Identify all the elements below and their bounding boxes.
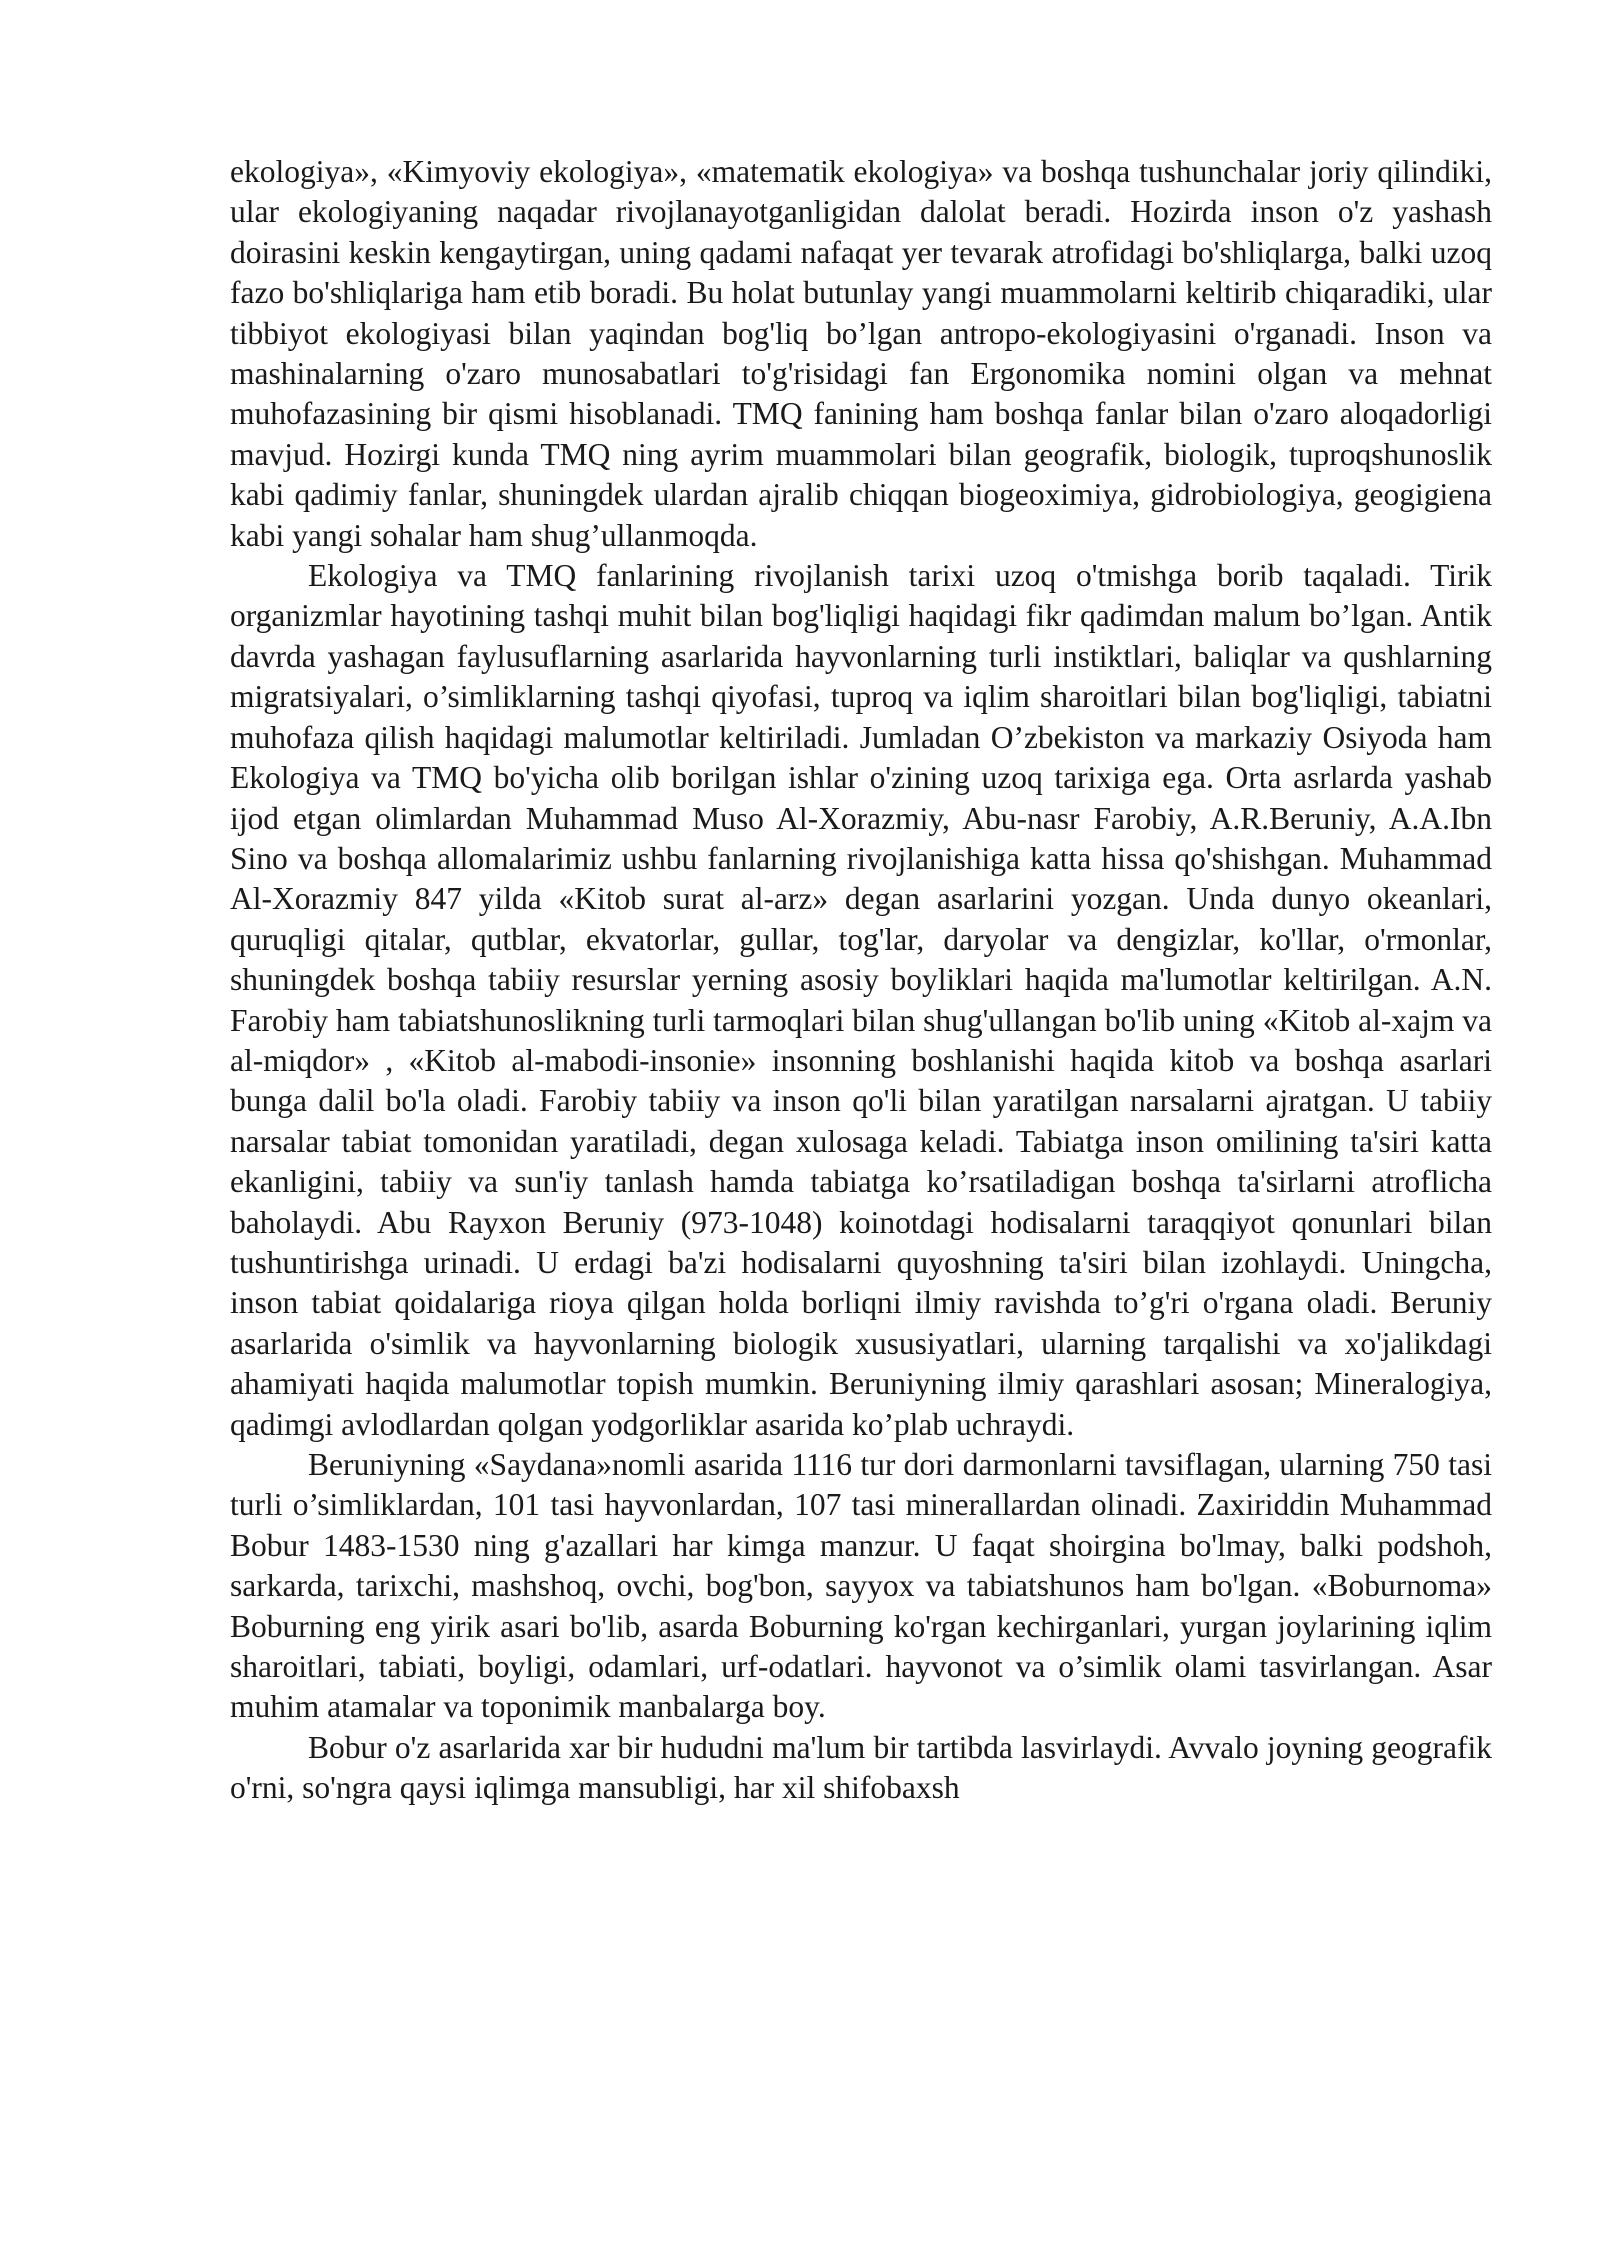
document-body: [230, 152, 1492, 1809]
paragraph-1: ekologiya», «Kimyoviy ekologiya», «matematik ekologiya» va boshqa tushunchalar joriy qilindiki, ular ekologiyaning naqadar rivojlanayotganligidan dalolat beradi. Hozirda inson o'z yashash doirasini keskin kengaytirgan, uning qadami nafaqat yer tevarak atrofidagi bo'shliqlarga, balki uzoq fazo bo'shliqlariga ham etib boradi. Bu holat butunlay yangi muammolarni keltirib chiqaradiki, ular tibbiyot ekologiyasi bilan yaqindan bog'liq bo’lgan antropo-ekologiyasini o'rganadi. Inson va mashinalarning o'zaro munosabatlari to'g'risidagi fan Ergonomika nomini olgan va mehnat muhofazasining bir qismi hisoblanadi. TMQ fanining ham boshqa fanlar bilan o'zaro aloqadorligi mavjud. Hozirgi kunda TMQ ning ayrim muammolari bilan geografik, biologik, tuproqshunoslik kabi qadimiy fanlar, shuningdek ulardan ajralib chiqqan biogeoximiya, gidrobiologiya, geogigiena kabi yangi sohalar ham shug’ullanmoqda.: [230, 154, 1492, 553]
paragraph-2: Ekologiya va TMQ fanlarining rivojlanish tarixi uzoq o'tmishga borib taqaladi. Tirik organizmlar hayotining tashqi muhit bilan bog'liqligi haqidagi fikr qadimdan malum bo’lgan. Antik davrda yashagan faylusuflarning asarlarida hayvonlarning turli instiktlari, baliqlar va qushlarning migratsiyalari, o’simliklarning tashqi qiyofasi, tuproq va iqlim sharoitlari bilan bog'liqligi, tabiatni muhofaza qilish haqidagi malumotlar keltiriladi. Jumladan O’zbekiston va markaziy Osiyoda ham Ekologiya va TMQ bo'yicha olib borilgan ishlar o'zining uzoq tarixiga ega. Orta asrlarda yashab ijod etgan olimlardan Muhammad Muso Al-Xorazmiy, Abu-nasr Farobiy, A.R.Beruniy, A.A.Ibn Sino va boshqa allomalarimiz ushbu fanlarning rivojlanishiga katta hissa qo'shishgan. Muhammad Al-Xorazmiy 847 yilda «Kitob surat al-arz» degan asarlarini yozgan. Unda dunyo okeanlari, quruqligi qitalar, qutblar, ekvatorlar, gullar, tog'lar, daryolar va dengizlar, ko'llar, o'rmonlar, shuningdek boshqa tabiiy resurslar yerning asosiy boyliklari haqida ma'lumotlar keltirilgan. A.N. Farobiy ham tabiatshunoslikning turli tarmoqlari bilan shug'ullangan bo'lib uning «Kitob al-xajm va al-miqdor» , «Kitob al-mabodi-insonie» insonning boshlanishi haqida kitob va boshqa asarlari bunga dalil bo'la oladi. Farobiy tabiiy va inson qo'li bilan yaratilgan narsalarni ajratgan. U tabiiy narsalar tabiat tomonidan yaratiladi, degan xulosaga keladi. Tabiatga inson omilining ta'siri katta ekanligini, tabiiy va sun'iy tanlash hamda tabiatga ko’rsatiladigan boshqa ta'sirlarni atroflicha baholaydi. Abu Rayxon Beruniy (973-1048) koinotdagi hodisalarni taraqqiyot qonunlari bilan tushuntirishga urinadi. U erdagi ba'zi hodisalarni quyoshning ta'siri bilan izohlaydi. Uningcha, inson tabiat qoidalariga rioya qilgan holda borliqni ilmiy ravishda to’g'ri o'rgana oladi. Beruniy asarlarida o'simlik va hayvonlarning biologik xususiyatlari, ularning tarqalishi va xo'jalikdagi ahamiyati haqida malumotlar topish mumkin. Beruniyning ilmiy qarashlari asosan; Mineralogiya, qadimgi avlodlardan qolgan yodgorliklar asarida ko’plab uchraydi.: [230, 558, 1492, 1442]
paragraph-3: Beruniyning «Saydana»nomli asarida 1116 tur dori darmonlarni tavsiflagan, ularning 750 tasi turli o’simliklardan, 101 tasi hayvonlardan, 107 tasi minerallardan olinadi. Zaxiriddin Muhammad Bobur 1483-1530 ning g'azallari har kimga manzur. U faqat shoirgina bo'lmay, balki podshoh, sarkarda, tarixchi, mashshoq, ovchi, bog'bon, sayyox va tabiatshunos ham bo'lgan. «Boburnoma» Boburning eng yirik asari bo'lib, asarda Boburning ko'rgan kechirganlari, yurgan joylarining iqlim sharoitlari, tabiati, boyligi, odamlari, urf-odatlari. hayvonot va o’simlik olami tasvirlangan. Asar muhim atamalar va toponimik manbalarga boy.: [230, 1447, 1492, 1725]
paragraph-4: Bobur o'z asarlarida xar bir hududni ma'lum bir tartibda lasvirlaydi. Avvalo joyning geografik o'rni, so'ngra qaysi iqlimga mansubligi, har xil shifobaxsh: [230, 1729, 1492, 1806]
